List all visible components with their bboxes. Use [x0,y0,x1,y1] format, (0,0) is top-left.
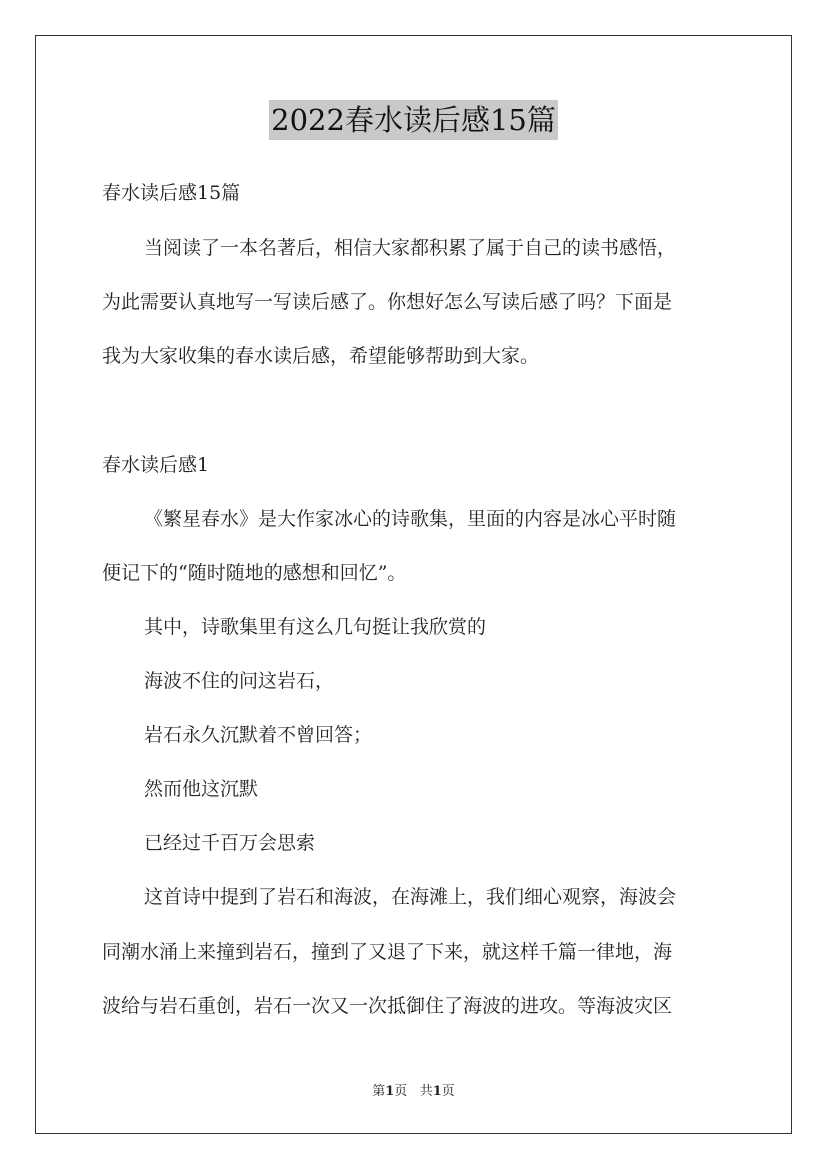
footer-prefix: 第 [372,1084,386,1099]
body-line: 《繁星春水》是大作家冰心的诗歌集，里面的内容是冰心平时随 [144,508,677,530]
poem-line: 岩石永久沉默着不曾回答； [144,724,373,746]
body-line: 这首诗中提到了岩石和海波，在海滩上，我们细心观察，海波会 [144,886,677,908]
document-title: 2022春水读后感15篇 [269,100,558,140]
footer-page-suffix: 页 [394,1084,408,1099]
footer-total-pages: 1 [432,1084,442,1099]
body-line: 同潮水涌上来撞到岩石，撞到了又退了下来，就这样千篇一律地，海 [102,941,673,963]
body-line: 其中，诗歌集里有这么几句挺让我欣赏的 [144,616,487,638]
footer-page-number: 1 [385,1084,395,1099]
intro-line: 当阅读了一本名著后，相信大家都积累了属于自己的读书感悟， [144,237,677,259]
intro-line: 为此需要认真地写一写读后感了。你想好怎么写读后感了吗？下面是 [102,291,673,313]
section-heading: 春水读后感1 [102,454,210,476]
intro-line: 我为大家收集的春水读后感，希望能够帮助到大家。 [102,345,540,367]
poem-line: 海波不住的问这岩石， [144,670,335,692]
poem-line: 已经过千百万会思索 [144,832,316,854]
poem-line: 然而他这沉默 [144,778,259,800]
body-line: 波给与岩石重创，岩石一次又一次抵御住了海波的进攻。等海波灾区 [102,995,673,1017]
page-footer [0,1083,827,1101]
title-container [0,100,827,140]
body-line: 便记下的“随时随地的感想和回忆”。 [102,562,407,584]
footer-total-prefix: 共 [419,1084,433,1099]
footer-total-suffix: 页 [441,1084,455,1099]
subtitle: 春水读后感15篇 [102,182,241,204]
